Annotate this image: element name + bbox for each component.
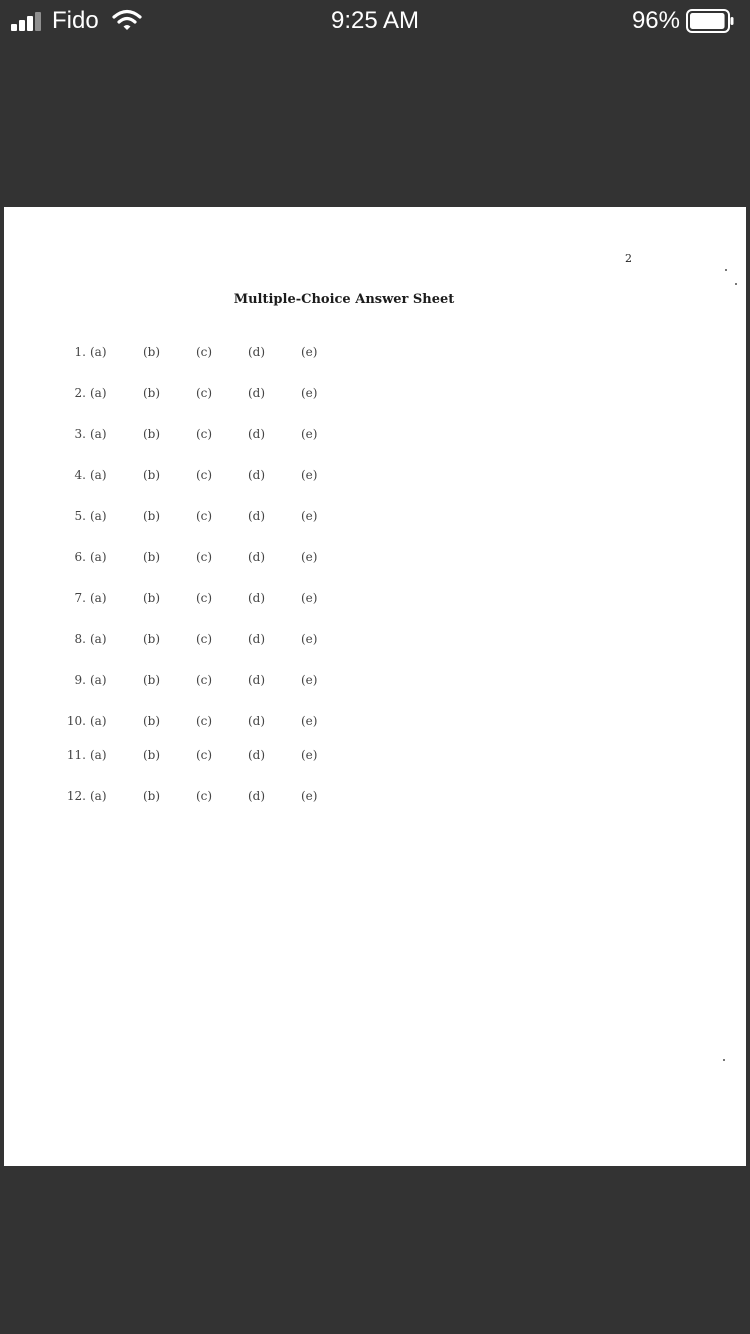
question-row (4, 427, 404, 447)
question-number: 4. (74, 468, 86, 482)
option-e: (e) (301, 427, 318, 441)
option-e: (e) (301, 748, 318, 762)
question-number: 5. (74, 509, 86, 523)
option-a: (a) (90, 748, 107, 762)
option-c: (c) (196, 714, 213, 728)
question-number: 7. (74, 591, 86, 605)
option-a: (a) (90, 427, 107, 441)
option-c: (c) (196, 632, 213, 646)
status-time: 9:25 AM (330, 7, 420, 34)
option-d: (d) (248, 468, 266, 482)
option-e: (e) (301, 789, 318, 803)
option-a: (a) (90, 673, 107, 687)
option-c: (c) (196, 427, 213, 441)
option-d: (d) (248, 345, 266, 359)
question-number: 10. (66, 714, 86, 728)
question-number: 8. (74, 632, 86, 646)
option-b: (b) (143, 673, 161, 687)
option-a: (a) (90, 509, 107, 523)
option-d: (d) (248, 591, 266, 605)
question-number: 9. (74, 673, 86, 687)
option-a: (a) (90, 714, 107, 728)
option-d: (d) (248, 673, 266, 687)
battery-level-fill (690, 13, 725, 29)
option-d: (d) (248, 427, 266, 441)
question-row (4, 345, 404, 365)
option-a: (a) (90, 632, 107, 646)
question-number: 6. (74, 550, 86, 564)
option-b: (b) (143, 468, 161, 482)
option-b: (b) (143, 386, 161, 400)
option-c: (c) (196, 468, 213, 482)
option-e: (e) (301, 714, 318, 728)
question-number: 2. (74, 386, 86, 400)
option-e: (e) (301, 509, 318, 523)
option-b: (b) (143, 632, 161, 646)
question-number: 3. (74, 427, 86, 441)
option-d: (d) (248, 789, 266, 803)
document-page[interactable] (4, 207, 746, 1166)
option-c: (c) (196, 748, 213, 762)
answer-sheet-title: Multiple-Choice Answer Sheet (233, 292, 455, 307)
question-number: 11. (66, 748, 86, 762)
option-c: (c) (196, 509, 213, 523)
option-c: (c) (196, 673, 213, 687)
option-e: (e) (301, 468, 318, 482)
option-b: (b) (143, 748, 161, 762)
question-number: 1. (74, 345, 86, 359)
question-row (4, 673, 404, 693)
option-a: (a) (90, 468, 107, 482)
status-bar (0, 0, 750, 42)
option-b: (b) (143, 550, 161, 564)
option-e: (e) (301, 550, 318, 564)
option-e: (e) (301, 673, 318, 687)
question-row (4, 550, 404, 570)
question-number: 12. (66, 789, 86, 803)
option-b: (b) (143, 427, 161, 441)
option-a: (a) (90, 591, 107, 605)
option-d: (d) (248, 386, 266, 400)
option-b: (b) (143, 509, 161, 523)
question-row (4, 509, 404, 529)
option-a: (a) (90, 789, 107, 803)
option-e: (e) (301, 345, 318, 359)
question-row (4, 714, 404, 734)
option-e: (e) (301, 386, 318, 400)
question-row (4, 789, 404, 809)
battery-icon (686, 9, 734, 33)
question-row (4, 468, 404, 488)
battery-percentage: 96% (631, 7, 680, 34)
question-row (4, 591, 404, 611)
option-c: (c) (196, 789, 213, 803)
option-d: (d) (248, 550, 266, 564)
option-a: (a) (90, 550, 107, 564)
option-e: (e) (301, 591, 318, 605)
carrier-name: Fido (52, 7, 99, 34)
option-d: (d) (248, 748, 266, 762)
option-c: (c) (196, 550, 213, 564)
option-c: (c) (196, 345, 213, 359)
option-b: (b) (143, 345, 161, 359)
option-b: (b) (143, 714, 161, 728)
option-b: (b) (143, 789, 161, 803)
option-d: (d) (248, 714, 266, 728)
option-c: (c) (196, 591, 213, 605)
option-a: (a) (90, 386, 107, 400)
option-b: (b) (143, 591, 161, 605)
question-row (4, 748, 404, 768)
page-number: 2 (625, 252, 632, 265)
question-row (4, 632, 404, 652)
option-d: (d) (248, 509, 266, 523)
option-c: (c) (196, 386, 213, 400)
option-a: (a) (90, 345, 107, 359)
option-d: (d) (248, 632, 266, 646)
question-row (4, 386, 404, 406)
option-e: (e) (301, 632, 318, 646)
